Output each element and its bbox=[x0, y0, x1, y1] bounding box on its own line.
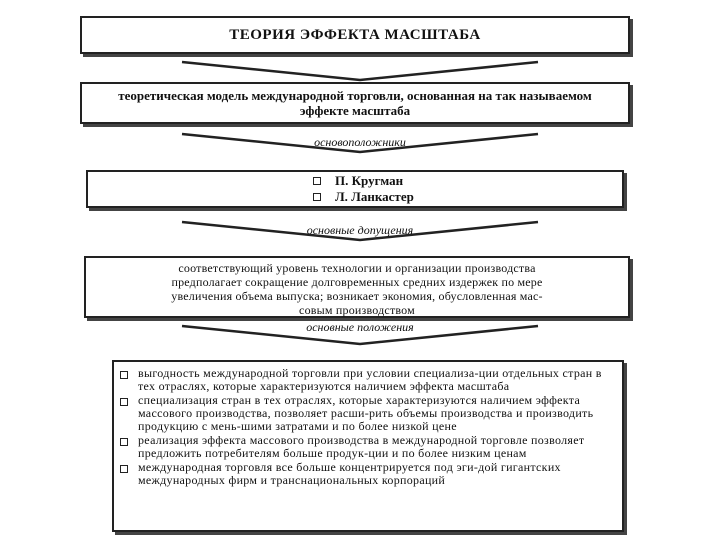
square-bullet-icon bbox=[120, 438, 128, 446]
founder-name: П. Кругман bbox=[335, 173, 404, 188]
founders-list bbox=[313, 173, 414, 205]
arrow-chevron-1 bbox=[180, 58, 540, 84]
definition-text: теоретическая модель международной торговли, основанная на так называемом эффекте масштаба bbox=[118, 88, 592, 118]
assumptions-label: основные допущения bbox=[306, 223, 414, 237]
title-box bbox=[80, 16, 630, 54]
positions-label: основные положения bbox=[306, 320, 414, 334]
assumptions-line: совым производством bbox=[299, 303, 415, 317]
list-item bbox=[313, 189, 414, 205]
assumptions-line: предполагает сокращение долговременных средних издержек по мере bbox=[171, 275, 543, 289]
list-item bbox=[313, 173, 414, 189]
position-text: специализация стран в тех отраслях, которые характеризуются наличием эффекта массового производства, позволяет расши-рить объемы производства и производить продукцию с мень-шими затратами и по более низкой цене bbox=[138, 393, 594, 433]
list-item bbox=[120, 367, 616, 393]
list-item bbox=[120, 461, 616, 487]
square-bullet-icon bbox=[120, 398, 128, 406]
positions-box bbox=[112, 360, 624, 532]
founders-label: основоположники bbox=[314, 135, 406, 149]
position-text: международная торговля все больше концентрируется под эги-дой гигантских международных фирм и транснациональных корпораций bbox=[138, 460, 561, 487]
position-text: реализация эффекта массового производства в международной торговле позволяет предложить потребителям больше продук-ции и по более низким ценам bbox=[138, 433, 585, 460]
position-text: выгодность международной торговли при условии специализа-ции отдельных стран в тех отраслях, которые характеризуются наличием эффекта масштаба bbox=[138, 366, 602, 393]
square-bullet-icon bbox=[313, 193, 321, 201]
assumptions-line: увеличения объема выпуска; возникает экономия, обусловленная мас- bbox=[171, 289, 543, 303]
founders-box bbox=[86, 170, 624, 208]
definition-box bbox=[80, 82, 630, 124]
square-bullet-icon bbox=[120, 371, 128, 379]
diagram-title: ТЕОРИЯ ЭФФЕКТА МАСШТАБА bbox=[229, 26, 481, 43]
positions-list bbox=[120, 367, 616, 487]
square-bullet-icon bbox=[313, 177, 321, 185]
founder-name: Л. Ланкастер bbox=[335, 189, 414, 204]
list-item bbox=[120, 434, 616, 460]
assumptions-box bbox=[84, 256, 630, 318]
square-bullet-icon bbox=[120, 465, 128, 473]
assumptions-line: соответствующий уровень технологии и организации производства bbox=[178, 261, 536, 275]
list-item bbox=[120, 394, 616, 433]
